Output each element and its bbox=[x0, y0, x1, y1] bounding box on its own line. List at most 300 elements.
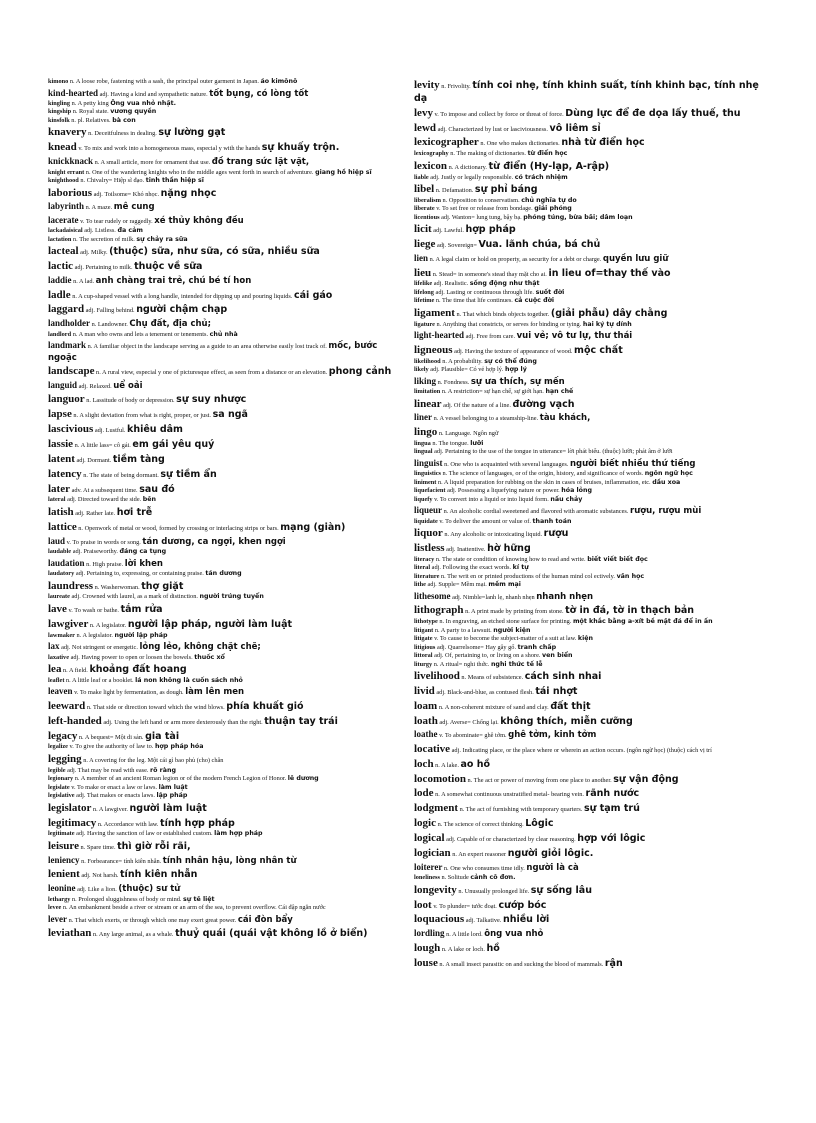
dictionary-entry bbox=[48, 913, 406, 926]
entry-definition: n. A man who owns and lets a tenement or tenements. bbox=[72, 330, 209, 338]
entry-translation: Dùng lực để đe dọa lấy thuế, thu bbox=[565, 107, 741, 119]
dictionary-entry bbox=[414, 182, 764, 197]
entry-translation: hợp với lôgic bbox=[577, 833, 646, 844]
entry-definition: adj. Indicating place, or the place where or wherein an action occurs. (ngôn ngữ học) (thuộc) cách vị trí bbox=[451, 746, 712, 754]
left-column bbox=[48, 78, 406, 941]
dictionary-entry bbox=[48, 437, 406, 452]
entry-translation: làm hợp pháp bbox=[214, 830, 263, 838]
dictionary-entry bbox=[48, 685, 406, 698]
dictionary-entry bbox=[414, 214, 764, 223]
entry-headword: livid bbox=[414, 684, 435, 697]
dictionary-entry bbox=[414, 297, 764, 306]
entry-translation: vương quyền bbox=[110, 108, 157, 116]
entry-translation: hờ hững bbox=[487, 542, 531, 554]
dictionary-entry bbox=[414, 388, 764, 397]
entry-headword: liturgy bbox=[414, 660, 433, 668]
dictionary-entry bbox=[414, 661, 764, 670]
entry-translation: phía khuất gió bbox=[226, 700, 304, 712]
entry-headword: liege bbox=[414, 238, 436, 251]
entry-headword: loathe bbox=[414, 729, 438, 740]
entry-headword: lascivious bbox=[48, 423, 94, 436]
entry-translation: Lôgic bbox=[525, 818, 554, 830]
dictionary-entry bbox=[48, 867, 406, 882]
dictionary-entry bbox=[414, 912, 764, 927]
entry-definition: adj. Capable of or characterized by clear reasoning. bbox=[446, 836, 576, 843]
entry-headword: lexicographer bbox=[414, 136, 479, 149]
entry-headword: lien bbox=[414, 253, 429, 264]
entry-definition: n. An alcoholic cordial sweetened and flavored with aromatic substances. bbox=[443, 508, 629, 516]
entry-headword: lingua bbox=[414, 439, 431, 447]
entry-translation: thì giờ rỗi rãi, bbox=[117, 840, 191, 852]
entry-headword: landmark bbox=[48, 340, 87, 351]
dictionary-entry bbox=[414, 861, 764, 874]
entry-definition: n. A lawgiver. bbox=[92, 805, 128, 813]
entry-headword: lever bbox=[48, 913, 67, 924]
entry-definition: adj. Inattentive. bbox=[446, 545, 486, 553]
entry-translation: tinh thần hiệp sĩ bbox=[145, 177, 204, 185]
entry-definition: n. That which exerts, or through which one may exert great power. bbox=[68, 916, 237, 924]
dictionary-entry bbox=[414, 883, 764, 898]
entry-translation: mộc chất bbox=[574, 344, 623, 356]
dictionary-entry bbox=[414, 358, 764, 367]
entry-translation: nấu chảy bbox=[550, 495, 583, 503]
dictionary-entry bbox=[414, 496, 764, 505]
entry-definition: adj. Following the exact words. bbox=[431, 564, 512, 572]
right-column bbox=[414, 78, 764, 970]
entry-definition: adj. Having a kind and sympathetic nature. bbox=[99, 90, 208, 98]
entry-translation: cả cuộc đời bbox=[514, 297, 555, 305]
dictionary-entry bbox=[48, 117, 406, 126]
dictionary-entry bbox=[48, 200, 406, 213]
entry-definition: adj. Justly or legally responsible. bbox=[430, 173, 514, 181]
entry-definition: adj. Talkative. bbox=[465, 917, 502, 925]
entry-definition: n. The secretion of milk. bbox=[73, 235, 135, 243]
dictionary-entry bbox=[48, 775, 406, 784]
entry-definition: n. Anything that constricts, or serves for binding or tying. bbox=[436, 320, 582, 328]
entry-headword: litigious bbox=[414, 643, 436, 651]
entry-translation: chủ nghĩa tự do bbox=[521, 196, 577, 204]
entry-translation: tính kiên nhẫn bbox=[120, 869, 198, 881]
entry-definition: adj. Characterized by lust or lasciviousness. bbox=[437, 125, 548, 133]
dictionary-entry bbox=[414, 487, 764, 496]
entry-headword: locative bbox=[414, 742, 451, 755]
entry-headword: levee bbox=[48, 904, 62, 911]
entry-translation: hợp lý bbox=[505, 366, 527, 374]
entry-definition: v. To abominate= ghê tởm. bbox=[439, 732, 507, 740]
entry-definition: n. A familiar object in the landscape serving as a guide to an area otherwise easily lost track of. bbox=[87, 343, 327, 351]
entry-definition: n. A print made by printing from stone. bbox=[465, 608, 564, 616]
entry-headword: lexicography bbox=[414, 150, 449, 158]
entry-definition: n. Unusually prolonged life. bbox=[458, 887, 530, 895]
entry-headword: listless bbox=[414, 541, 445, 554]
entry-definition: n. A lake or loch. bbox=[441, 945, 485, 953]
entry-definition: adj. Of, pertaining to, or living on a shore. bbox=[434, 652, 541, 660]
entry-translation: rượu, rượu mùi bbox=[630, 506, 702, 517]
entry-headword: lough bbox=[414, 941, 441, 954]
entry-headword: lave bbox=[48, 602, 67, 615]
entry-definition: adj. Having power to open or loosen the bowels. bbox=[70, 653, 193, 661]
dictionary-entry bbox=[414, 252, 764, 265]
entry-translation: quyền lưu giữ bbox=[602, 254, 669, 265]
entry-definition: n. A lake. bbox=[435, 761, 459, 769]
dictionary-entry bbox=[414, 470, 764, 479]
entry-definition: n. A member of an ancient Roman legion or of the modern French Legion of Honor. bbox=[74, 775, 287, 783]
entry-definition: adj. Supple= Mềm mại. bbox=[427, 581, 487, 589]
entry-definition: adj. Pertaining to milk. bbox=[74, 264, 133, 272]
entry-translation: mê cung bbox=[113, 202, 155, 213]
dictionary-entry bbox=[48, 557, 406, 570]
entry-headword: logic bbox=[414, 817, 436, 830]
entry-translation: phong cảnh bbox=[328, 366, 392, 378]
entry-definition: adj. Praiseworthy. bbox=[72, 548, 118, 556]
entry-definition: n. A somewhat continuous unstratified metal- bearing vein. bbox=[435, 791, 584, 799]
entry-headword: lordling bbox=[414, 928, 445, 939]
entry-definition: n. An embankment beside a river or stream or an arm of the sea, to prevent overflow. Cái đập ngăn nước bbox=[62, 904, 326, 911]
entry-headword: light-hearted bbox=[414, 330, 464, 341]
dictionary-entry bbox=[414, 150, 764, 159]
dictionary-entry bbox=[48, 339, 406, 364]
entry-headword: legacy bbox=[48, 729, 78, 742]
entry-headword: licit bbox=[414, 223, 432, 236]
entry-headword: lea bbox=[48, 663, 62, 675]
entry-translation: có trách nhiệm bbox=[514, 173, 568, 181]
entry-translation: nhà từ điển học bbox=[561, 137, 645, 149]
entry-headword: lacteal bbox=[48, 245, 79, 258]
entry-translation: giải phóng bbox=[534, 205, 572, 213]
entry-headword: lithograph bbox=[414, 604, 464, 617]
entry-translation: người kiện bbox=[493, 626, 531, 634]
entry-definition: n. The act or power of moving from one place to another. bbox=[467, 776, 612, 784]
entry-headword: linguist bbox=[414, 457, 443, 468]
entry-headword: litigate bbox=[414, 635, 433, 643]
entry-headword: lode bbox=[414, 787, 434, 800]
entry-definition: n. A covering for the leg. Một cái gì bao phủ (cho) chân bbox=[83, 756, 224, 764]
entry-definition: adj. Toilsome= Khó nhọc. bbox=[93, 190, 160, 198]
dictionary-entry bbox=[414, 831, 764, 846]
entry-definition: adj. Plausible= Có vẻ hợp lý. bbox=[430, 366, 504, 374]
entry-headword: lawgiver bbox=[48, 617, 89, 630]
entry-translation: giang hồ hiệp sĩ bbox=[315, 168, 372, 176]
entry-definition: adj. Quarrelsome= Hay gây gổ. bbox=[436, 643, 517, 651]
entry-definition: n. Washerwoman. bbox=[94, 583, 140, 591]
entry-translation: người trúng tuyển bbox=[199, 593, 264, 601]
dictionary-entry bbox=[414, 411, 764, 424]
entry-headword: laudation bbox=[48, 557, 85, 568]
entry-definition: n. Royal state. bbox=[72, 108, 109, 116]
entry-headword: lithe bbox=[414, 581, 426, 589]
dictionary-entry bbox=[48, 570, 406, 579]
entry-headword: kimono bbox=[48, 78, 69, 85]
entry-translation: cảnh cô đơn. bbox=[470, 874, 516, 882]
entry-translation: tính coi nhẹ, tính khinh suất, tính khinh bạc, tính nhẹ dạ bbox=[414, 80, 759, 104]
entry-headword: linear bbox=[414, 397, 442, 410]
entry-translation: ghê tởm, kinh tởm bbox=[508, 730, 597, 741]
entry-definition: adj. Not stringent or energetic. bbox=[61, 644, 138, 652]
dictionary-entry bbox=[48, 379, 406, 392]
entry-definition: n. The state or condition of knowing how to read and write. bbox=[435, 555, 586, 563]
dictionary-entry bbox=[48, 214, 406, 227]
entry-translation: thuỷ quái (quái vật không lồ ở biển) bbox=[175, 927, 368, 939]
entry-headword: licentious bbox=[414, 213, 440, 221]
dictionary-entry bbox=[414, 329, 764, 342]
entry-translation: ngôn ngữ học bbox=[644, 470, 693, 478]
entry-headword: liquefacient bbox=[414, 487, 446, 495]
entry-definition: v. To praise in words or song. bbox=[66, 538, 141, 546]
entry-translation: hóa lỏng bbox=[561, 487, 592, 495]
dictionary-entry bbox=[414, 457, 764, 470]
entry-translation: sự ưa thích, sự mến bbox=[470, 376, 565, 387]
entry-headword: lassie bbox=[48, 438, 74, 450]
entry-headword: legislative bbox=[48, 792, 75, 800]
dictionary-entry bbox=[414, 541, 764, 556]
dictionary-entry bbox=[48, 125, 406, 140]
entry-translation: thuận tay trái bbox=[264, 715, 338, 727]
dictionary-entry bbox=[48, 78, 406, 87]
entry-headword: lacerate bbox=[48, 214, 79, 225]
entry-headword: leniency bbox=[48, 854, 80, 865]
entry-translation: Vua. lãnh chúa, bá chủ bbox=[478, 239, 601, 251]
entry-translation: tính hợp pháp bbox=[160, 817, 235, 829]
entry-headword: laddie bbox=[48, 275, 72, 286]
entry-definition: n. Deceitfulness in dealing. bbox=[88, 130, 157, 138]
entry-headword: lifelong bbox=[414, 288, 434, 296]
entry-translation: hai ký tự dính bbox=[582, 320, 632, 328]
entry-headword: longevity bbox=[414, 883, 457, 896]
entry-definition: adj. Milky. bbox=[80, 249, 108, 257]
entry-definition: n. Chivalry= Hiệp sĩ đạo. bbox=[80, 177, 145, 185]
entry-translation: vui vẻ; vô tư lự, thư thái bbox=[516, 331, 633, 342]
dictionary-entry bbox=[48, 792, 406, 801]
entry-definition: n. A little leaf or a booklet. bbox=[66, 676, 134, 684]
entry-translation: sống động như thật bbox=[469, 280, 540, 288]
entry-headword: landscape bbox=[48, 365, 95, 378]
entry-headword: knead bbox=[48, 141, 77, 154]
entry-headword: liking bbox=[414, 375, 437, 386]
entry-headword: louse bbox=[414, 956, 438, 969]
dictionary-entry bbox=[48, 496, 406, 505]
entry-definition: n. A bequest= Một di sản. bbox=[78, 733, 144, 741]
entry-definition: n. Means of subsistence. bbox=[461, 674, 524, 682]
entry-definition: n. Any alcoholic or intoxicating liquid. bbox=[444, 531, 543, 539]
entry-headword: left-handed bbox=[48, 714, 102, 727]
entry-definition: adj. Lawful. bbox=[433, 227, 464, 235]
entry-translation: nhiều lời bbox=[502, 914, 550, 926]
dictionary-entry bbox=[414, 728, 764, 741]
entry-definition: n. Openwork of metal or wood, formed by crossing or interlacing strips or bars. bbox=[78, 524, 279, 532]
dictionary-entry bbox=[48, 729, 406, 744]
entry-headword: liqueur bbox=[414, 505, 443, 516]
dictionary-entry bbox=[414, 590, 764, 603]
entry-headword: kinsfolk bbox=[48, 116, 70, 124]
dictionary-entry bbox=[48, 743, 406, 752]
entry-translation: lưỡi bbox=[470, 439, 484, 447]
dictionary-entry bbox=[48, 654, 406, 663]
entry-headword: lithesome bbox=[414, 590, 451, 601]
entry-headword: leisure bbox=[48, 839, 79, 852]
dictionary-entry bbox=[48, 505, 406, 520]
entry-translation: sự khuấy trộn. bbox=[261, 142, 340, 154]
dictionary-entry bbox=[414, 757, 764, 772]
entry-definition: n. An expert reasoner bbox=[452, 850, 507, 858]
dictionary-entry bbox=[48, 422, 406, 437]
dictionary-entry bbox=[48, 331, 406, 340]
entry-translation: đồ trang sức lặt vặt, bbox=[211, 157, 310, 168]
dictionary-entry bbox=[48, 87, 406, 100]
entry-definition: n. Defamation. bbox=[435, 187, 474, 195]
entry-definition: n. A maze. bbox=[85, 204, 113, 212]
entry-translation: sự vận động bbox=[613, 773, 679, 785]
entry-headword: leeward bbox=[48, 699, 86, 712]
dictionary-entry bbox=[48, 155, 406, 168]
entry-translation: Chụ đất, địa chủ; bbox=[129, 319, 211, 330]
entry-translation: đáng ca tụng bbox=[119, 548, 167, 556]
dictionary-entry bbox=[414, 440, 764, 449]
entry-definition: n. A party to a lawsuit. bbox=[434, 626, 492, 634]
entry-headword: laudatory bbox=[48, 570, 75, 577]
dictionary-entry bbox=[48, 227, 406, 236]
entry-translation: chủ nhà bbox=[209, 330, 238, 338]
entry-definition: v. To set free or release from bondage. bbox=[436, 205, 533, 213]
entry-definition: adj. That may be read with ease. bbox=[67, 766, 149, 774]
entry-translation: biết viết biết đọc bbox=[587, 555, 648, 563]
dictionary-entry bbox=[414, 786, 764, 801]
entry-headword: knighthood bbox=[48, 177, 79, 185]
entry-definition: n. A rural view, especial y one of picturesque effect, as seen from a distance or an elevation. bbox=[96, 369, 328, 377]
entry-translation: uể oải bbox=[113, 381, 143, 391]
dictionary-entry bbox=[48, 699, 406, 714]
entry-headword: lattice bbox=[48, 520, 77, 533]
entry-headword: leaflet bbox=[48, 676, 65, 684]
entry-headword: lingo bbox=[414, 425, 438, 438]
dictionary-entry bbox=[48, 407, 406, 422]
entry-headword: lithotype bbox=[414, 618, 438, 626]
dictionary-entry bbox=[414, 669, 764, 684]
entry-translation: mốc, bước ngoặc bbox=[48, 341, 378, 363]
entry-headword: liniment bbox=[414, 478, 437, 486]
entry-headword: knickknack bbox=[48, 156, 94, 167]
dictionary-entry bbox=[414, 526, 764, 541]
entry-definition: n. That which binds objects together. bbox=[456, 310, 550, 318]
dictionary-entry bbox=[48, 364, 406, 379]
dictionary-entry bbox=[48, 452, 406, 467]
entry-headword: legislate bbox=[48, 783, 70, 791]
entry-headword: leonine bbox=[48, 883, 76, 894]
entry-definition: adj. Lustful. bbox=[94, 427, 126, 435]
dictionary-entry bbox=[48, 896, 406, 905]
entry-definition: adj. Having the texture of appearance of wood. bbox=[454, 347, 573, 355]
dictionary-entry bbox=[48, 259, 406, 274]
entry-headword: kingship bbox=[48, 108, 72, 116]
entry-translation: làm lên men bbox=[185, 687, 245, 698]
dictionary-entry bbox=[414, 618, 764, 627]
entry-translation: từ điển học bbox=[527, 150, 568, 158]
entry-translation: người lập pháp bbox=[114, 631, 168, 639]
entry-translation: anh chàng trai trẻ, chú bé tí hon bbox=[95, 276, 252, 287]
entry-translation: rận bbox=[604, 957, 623, 969]
entry-translation: người lập pháp, người làm luật bbox=[127, 618, 293, 630]
entry-headword: littoral bbox=[414, 652, 433, 660]
dictionary-entry bbox=[48, 752, 406, 767]
dictionary-entry bbox=[48, 317, 406, 330]
dictionary-entry bbox=[414, 174, 764, 183]
entry-translation: sa ngã bbox=[212, 409, 248, 421]
entry-translation: từ điển (Hy-lạp, A-rập) bbox=[488, 160, 610, 172]
entry-headword: lackadaisical bbox=[48, 227, 83, 235]
dictionary-entry bbox=[414, 846, 764, 861]
entry-translation: kí tự bbox=[512, 564, 529, 572]
dictionary-entry bbox=[48, 662, 406, 677]
entry-translation: đa cảm bbox=[117, 227, 143, 235]
dictionary-entry bbox=[48, 392, 406, 407]
entry-translation: ao hồ bbox=[460, 758, 491, 770]
entry-headword: loath bbox=[414, 714, 438, 727]
entry-headword: landholder bbox=[48, 318, 91, 329]
entry-headword: leviathan bbox=[48, 926, 92, 939]
dictionary-entry bbox=[414, 121, 764, 136]
entry-translation: (thuộc) sữa, như sữa, có sữa, nhiều sữa bbox=[109, 246, 320, 258]
entry-headword: liberalism bbox=[414, 196, 441, 204]
entry-definition: adv. At a subsequent time. bbox=[71, 486, 138, 494]
entry-definition: n. The science of languages, or of the origin, history, and significance of words. bbox=[442, 470, 644, 478]
entry-definition: n. A vessel belonging to a steamship-line. bbox=[433, 415, 539, 423]
entry-headword: liberate bbox=[414, 205, 435, 213]
entry-headword: logician bbox=[414, 846, 451, 859]
dictionary-entry bbox=[48, 677, 406, 686]
entry-translation: tán dương bbox=[205, 570, 242, 577]
entry-definition: n. The state of being dormant. bbox=[83, 471, 159, 479]
entry-translation: thanh toán bbox=[532, 517, 572, 525]
dictionary-entry bbox=[414, 205, 764, 214]
entry-definition: adj. Sovereign= bbox=[436, 242, 477, 250]
entry-headword: labyrinth bbox=[48, 201, 85, 212]
entry-translation: người là cà bbox=[526, 862, 579, 873]
entry-translation: ông vua nhỏ bbox=[484, 929, 544, 940]
entry-definition: n. A field. bbox=[63, 667, 88, 674]
dictionary-entry bbox=[414, 927, 764, 940]
entry-headword: legislator bbox=[48, 801, 92, 814]
dictionary-entry bbox=[414, 556, 764, 565]
entry-definition: v. To make light by fermentation, as dough. bbox=[74, 689, 184, 697]
entry-headword: lewd bbox=[414, 121, 436, 134]
entry-translation: người chậm chạp bbox=[136, 304, 228, 316]
entry-definition: n. One of the wandering knights who in the middle ages went forth in search of adventure. bbox=[85, 168, 314, 176]
dictionary-entry bbox=[48, 926, 406, 941]
entry-translation: sự chảy ra sữa bbox=[136, 235, 188, 243]
entry-translation: tán dương, ca ngợi, khen ngợi bbox=[142, 536, 286, 547]
entry-headword: linguistics bbox=[414, 470, 441, 478]
dictionary-entry bbox=[414, 479, 764, 488]
dictionary-entry bbox=[414, 742, 764, 757]
entry-translation: không thích, miễn cưỡng bbox=[500, 715, 633, 727]
entry-definition: n. Frivolity. bbox=[441, 83, 471, 90]
entry-headword: loquacious bbox=[414, 913, 465, 926]
entry-translation: cái đòn bẩy bbox=[237, 914, 293, 925]
entry-headword: laud bbox=[48, 535, 66, 546]
entry-definition: adj. Free from care. bbox=[465, 333, 516, 341]
dictionary-entry bbox=[414, 573, 764, 582]
dictionary-entry bbox=[48, 830, 406, 839]
entry-definition: n. Accordance with law. bbox=[97, 820, 159, 828]
entry-headword: legitimacy bbox=[48, 816, 97, 829]
entry-definition: n. The act of furnishing with temporary quarters. bbox=[459, 806, 583, 814]
entry-translation: phóng túng, bừa bãi; dâm loạn bbox=[523, 213, 633, 221]
entry-headword: lenient bbox=[48, 868, 80, 881]
entry-translation: lỏng lẻo, không chặt chẽ; bbox=[139, 642, 261, 653]
entry-definition: n. A lad. bbox=[73, 278, 95, 286]
entry-headword: legionary bbox=[48, 775, 74, 783]
entry-definition: adj. Rather late. bbox=[75, 509, 116, 517]
entry-headword: lapse bbox=[48, 408, 72, 421]
